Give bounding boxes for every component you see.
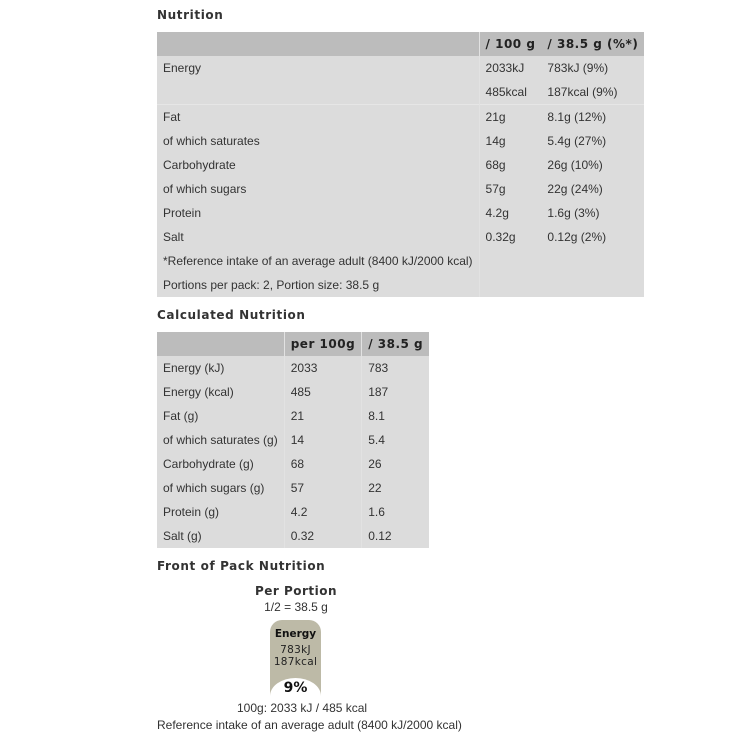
row-label: Protein	[157, 201, 479, 225]
table-row	[157, 524, 429, 548]
nutrition-section-title: Nutrition	[157, 8, 224, 22]
energy-badge	[270, 620, 321, 697]
table-row	[157, 129, 644, 153]
reference-intake-note: *Reference intake of an average adult (8400 kJ/2000 kcal)	[157, 249, 479, 273]
column-header-per-100g: / 100 g	[479, 32, 541, 56]
table-row	[157, 201, 644, 225]
row-per-portion: 783kJ (9%)	[541, 56, 644, 80]
row-per-100g: 14	[284, 428, 361, 452]
row-label: of which sugars	[157, 177, 479, 201]
column-header-per-portion: / 38.5 g	[362, 332, 429, 356]
row-per-100g: 57g	[479, 177, 541, 201]
row-per-portion: 22g (24%)	[541, 177, 644, 201]
row-label: Fat (g)	[157, 404, 284, 428]
row-per-100g: 57	[284, 476, 361, 500]
row-label: Salt	[157, 225, 479, 249]
column-header-per-portion: / 38.5 g (%*)	[541, 32, 644, 56]
calculated-nutrition-title: Calculated Nutrition	[157, 308, 306, 322]
table-row	[157, 380, 429, 404]
row-per-portion: 0.12	[362, 524, 429, 548]
row-label: Energy (kJ)	[157, 356, 284, 380]
row-label: Protein (g)	[157, 500, 284, 524]
row-label: Carbohydrate (g)	[157, 452, 284, 476]
row-per-100g: 21	[284, 404, 361, 428]
badge-kcal: 187kcal	[273, 656, 318, 668]
row-per-portion: 26g (10%)	[541, 153, 644, 177]
badge-percent: 9%	[283, 680, 308, 696]
table-row	[157, 153, 644, 177]
table-row	[157, 404, 429, 428]
table-row	[157, 452, 429, 476]
row-label	[157, 80, 479, 105]
row-per-portion: 8.1	[362, 404, 429, 428]
row-per-100g: 2033	[284, 356, 361, 380]
table-header-row	[157, 332, 429, 356]
row-per-100g: 485	[284, 380, 361, 404]
badge-kj: 783kJ	[280, 644, 311, 656]
per-portion-heading: Per Portion	[254, 584, 338, 598]
portion-size: 1/2 = 38.5 g	[264, 600, 328, 614]
row-per-portion: 26	[362, 452, 429, 476]
row-per-100g: 4.2g	[479, 201, 541, 225]
row-label: Carbohydrate	[157, 153, 479, 177]
portions-note: Portions per pack: 2, Portion size: 38.5 g	[157, 273, 479, 297]
row-per-portion: 5.4g (27%)	[541, 129, 644, 153]
row-per-portion: 1.6g (3%)	[541, 201, 644, 225]
row-per-100g: 68g	[479, 153, 541, 177]
row-label: of which sugars (g)	[157, 476, 284, 500]
row-per-portion: 187	[362, 380, 429, 404]
row-per-100g: 0.32g	[479, 225, 541, 249]
row-label: of which saturates (g)	[157, 428, 284, 452]
row-per-portion: 187kcal (9%)	[541, 80, 644, 105]
column-header-label	[157, 332, 284, 356]
table-row	[157, 80, 644, 105]
row-per-portion: 5.4	[362, 428, 429, 452]
calculated-nutrition-table	[157, 332, 429, 548]
row-label: Energy	[157, 56, 479, 80]
table-row	[157, 105, 644, 130]
table-row	[157, 428, 429, 452]
table-row	[157, 56, 644, 80]
row-per-100g: 14g	[479, 129, 541, 153]
row-per-100g: 4.2	[284, 500, 361, 524]
row-per-100g: 68	[284, 452, 361, 476]
column-header-per-100g: per 100g	[284, 332, 361, 356]
row-label: of which saturates	[157, 129, 479, 153]
table-row	[157, 476, 429, 500]
reference-intake-text: Reference intake of an average adult (8400 kJ/2000 kcal)	[157, 718, 462, 732]
table-row	[157, 500, 429, 524]
per-100g-energy: 100g: 2033 kJ / 485 kcal	[237, 701, 368, 715]
table-row	[157, 177, 644, 201]
row-per-100g: 2033kJ	[479, 56, 541, 80]
row-label: Salt (g)	[157, 524, 284, 548]
row-per-portion: 0.12g (2%)	[541, 225, 644, 249]
row-label: Fat	[157, 105, 479, 130]
front-of-pack-title: Front of Pack Nutrition	[157, 559, 326, 573]
table-footnote-row	[157, 249, 644, 273]
table-header-row	[157, 32, 644, 56]
row-per-100g: 485kcal	[479, 80, 541, 105]
nutrition-table	[157, 32, 644, 297]
row-per-portion: 8.1g (12%)	[541, 105, 644, 130]
row-per-portion: 1.6	[362, 500, 429, 524]
table-footnote-row	[157, 273, 644, 297]
table-row	[157, 225, 644, 249]
row-per-100g: 0.32	[284, 524, 361, 548]
table-row	[157, 356, 429, 380]
row-per-portion: 783	[362, 356, 429, 380]
row-label: Energy (kcal)	[157, 380, 284, 404]
row-per-100g: 21g	[479, 105, 541, 130]
row-per-portion: 22	[362, 476, 429, 500]
badge-title: Energy	[274, 628, 317, 640]
column-header-label	[157, 32, 479, 56]
